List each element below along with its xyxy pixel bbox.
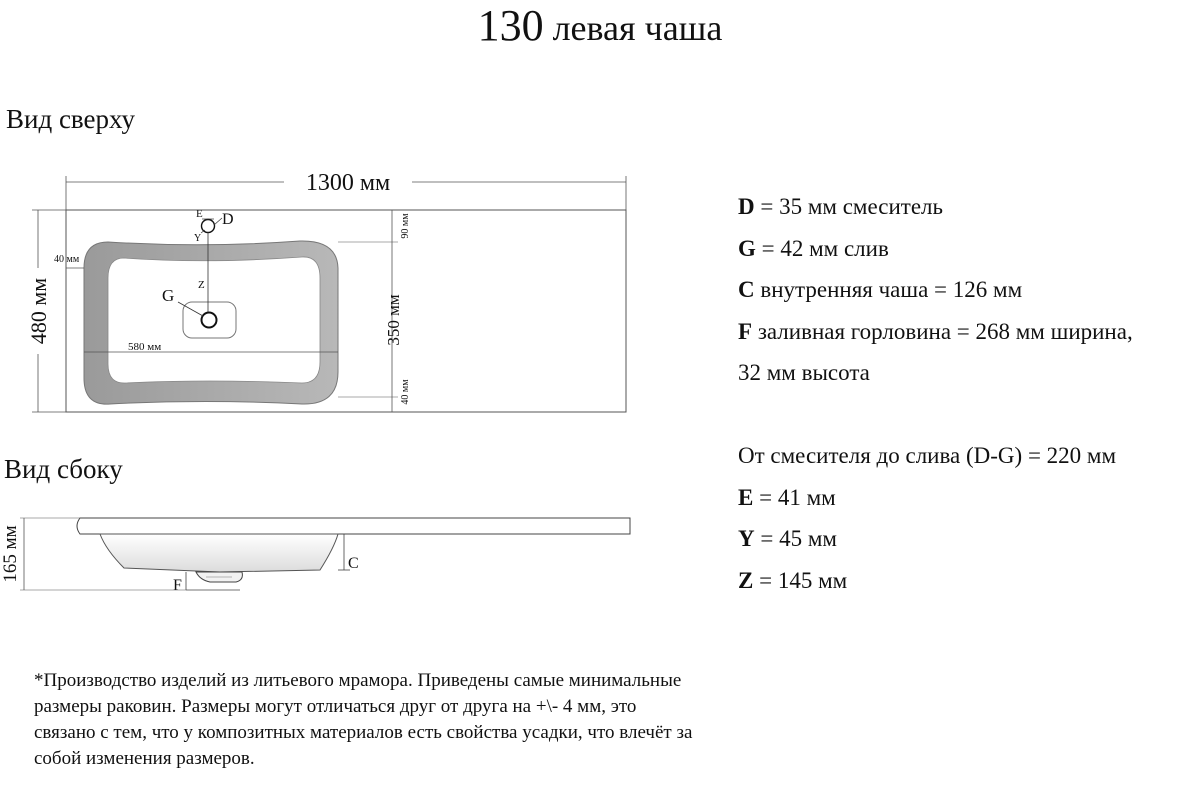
specifications-list <box>738 186 1133 601</box>
spec-row <box>738 560 1133 602</box>
spec-text: От смесителя до слива (D-G) = 220 мм <box>738 443 1117 468</box>
spec-text: внутренняя чаша = 126 мм <box>754 277 1023 302</box>
left-offset-label: 40 мм <box>54 254 80 265</box>
top-view <box>24 168 626 412</box>
spec-key: F <box>738 318 753 344</box>
spec-text: = 45 мм <box>754 526 837 551</box>
spec-key: Y <box>738 526 755 551</box>
spec-text: 32 мм высота <box>738 360 870 385</box>
side-view-label: Вид сбоку <box>4 454 123 484</box>
spec-key: Z <box>738 567 754 593</box>
spec-key: E <box>738 484 754 510</box>
bottom-offset-label: 40 мм <box>400 379 411 405</box>
c-marker: C <box>348 555 359 572</box>
y-marker: Y <box>194 233 202 244</box>
spec-row <box>738 394 1133 436</box>
spec-text: = 35 мм смеситель <box>754 194 943 219</box>
spec-key: D <box>738 194 755 219</box>
faucet-hole <box>202 220 215 233</box>
e-marker: E <box>196 208 203 220</box>
g-marker: G <box>162 286 175 305</box>
depth-dimension-label: 480 мм <box>26 277 51 345</box>
height-dimension-label: 165 мм <box>0 525 21 583</box>
d-marker: D <box>222 211 234 228</box>
top-view-label: Вид сверху <box>6 104 135 134</box>
top-offset-label: 90 мм <box>400 213 411 239</box>
drain-hole <box>202 313 217 328</box>
side-bowl <box>100 534 338 572</box>
model-name: левая чаша <box>552 8 723 48</box>
spec-row <box>738 477 1133 519</box>
bowl-depth-label: 350 мм <box>384 294 403 346</box>
spec-row <box>738 186 1133 228</box>
spec-text: = 145 мм <box>753 567 848 593</box>
spec-row <box>738 311 1133 353</box>
bowl-width-label: 580 мм <box>128 341 162 353</box>
z-marker: Z <box>198 279 205 291</box>
spec-text: заливная горловина = 268 мм ширина, <box>752 318 1133 344</box>
spec-row <box>738 269 1133 311</box>
side-slab <box>77 518 630 534</box>
spec-row <box>738 228 1133 270</box>
spec-row <box>738 352 1133 394</box>
spec-row <box>738 518 1133 560</box>
spec-text: = 41 мм <box>753 484 836 510</box>
spec-row <box>738 435 1133 477</box>
spec-text: = 42 мм слив <box>755 235 889 261</box>
footnote: *Производство изделий из литьевого мрамора. Приведены самые минимальные размеры раковин. Размеры могут отличаться друг от друга на +\- 4 мм, это связано с тем, что у композитных материалов есть свойства усадки, что влечёт за собой изменения размеров. <box>34 670 693 769</box>
spec-key: G <box>738 235 756 261</box>
width-dimension-label: 1300 мм <box>305 170 391 196</box>
spec-key: C <box>738 277 755 302</box>
model-number: 130 <box>477 1 544 50</box>
side-view <box>0 518 630 594</box>
f-marker: F <box>173 577 182 594</box>
